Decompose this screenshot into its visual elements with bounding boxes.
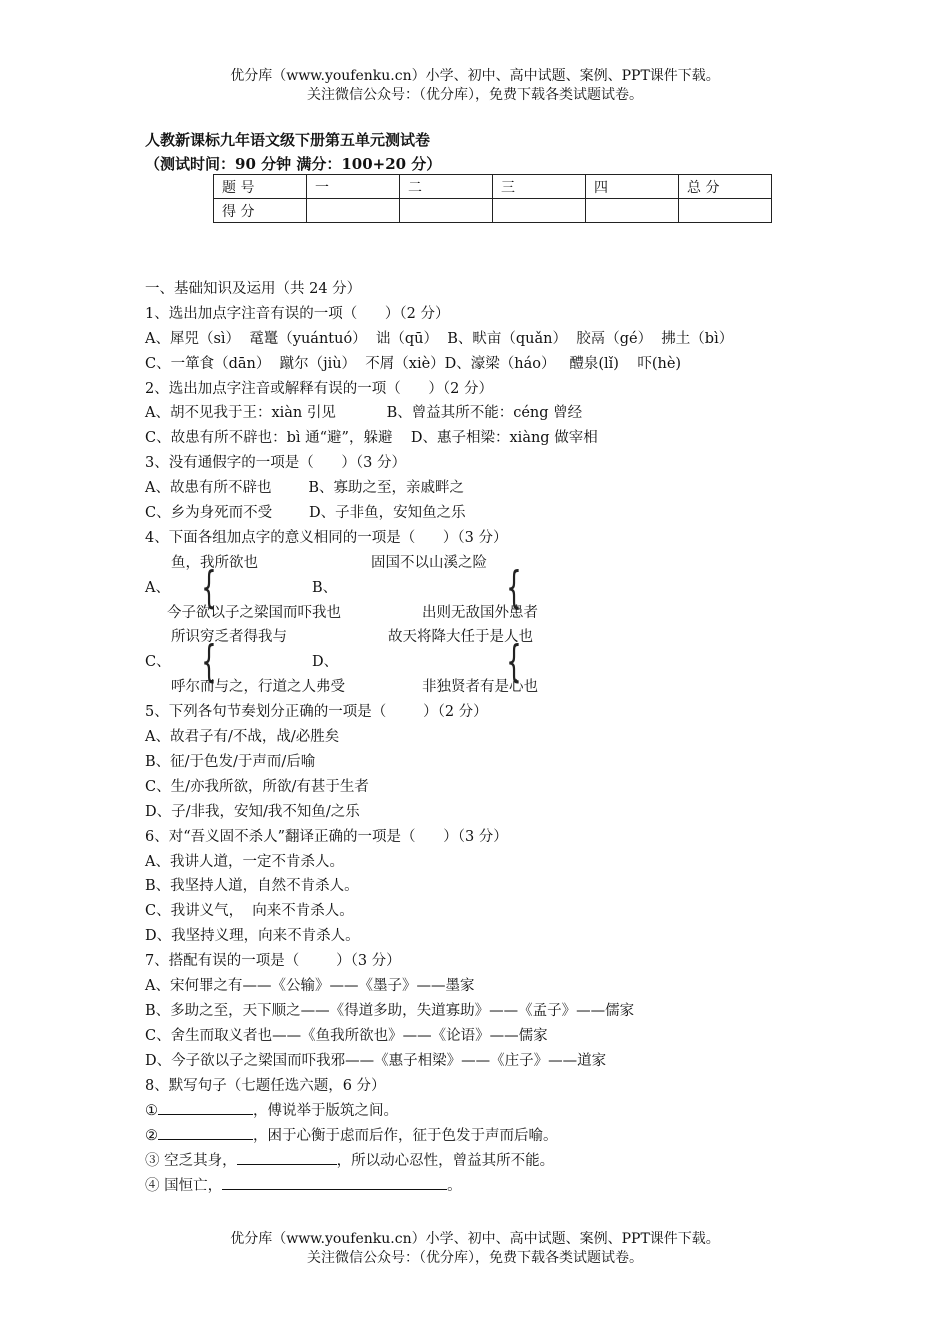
q5-option: D、子/非我，安知/我不知鱼/之乐: [145, 803, 360, 820]
q4-c-line1: 所识穷乏者得我与: [171, 629, 287, 646]
q2-options-cd: C、故患有所不辟也：bì 通“避”，躲避 D、惠子相梁：xiàng 做宰相: [145, 430, 598, 447]
left-brace-icon: {: [506, 636, 522, 688]
q4-d-line2: 非独贤者有是心也: [422, 679, 538, 696]
q4-a-line1: 鱼，我所欲也: [171, 554, 258, 571]
score-cell[interactable]: [679, 199, 772, 223]
q3-options-ab: A、故患有所不辟也 B、寡助之至，亲戚畔之: [145, 480, 464, 497]
q4-b-line1: 固国不以山溪之险: [371, 554, 487, 571]
score-header-cell: 题 号: [214, 175, 307, 199]
answer-blank[interactable]: [237, 1148, 337, 1165]
header-line-1: 优分库（www.youfenku.cn）小学、初中、高中试题、案例、PPT课件下载。: [230, 68, 720, 84]
score-table: [213, 174, 772, 223]
q6-option: B、我坚持人道，自然不肯杀人。: [145, 878, 359, 895]
q8-item-pre: ③ 空乏其身，: [145, 1153, 237, 1170]
score-table-header-row: [214, 175, 772, 199]
exam-body: [145, 277, 845, 1198]
q4-b-label: B、: [312, 579, 338, 596]
answer-blank[interactable]: [158, 1123, 253, 1140]
q4-a-label: A、: [145, 579, 170, 596]
page-header: [0, 67, 950, 105]
answer-blank[interactable]: [158, 1098, 253, 1115]
q8-item-pre: ②: [145, 1128, 158, 1145]
q5-stem: 5、下列各句节奏划分正确的一项是（ ）（2 分）: [145, 704, 488, 721]
score-table-score-row: [214, 199, 772, 223]
q5-option: A、故君子有/不战，战/必胜矣: [145, 729, 340, 746]
q1-options-ab: A、犀兕（sì） 鼋鼍（yuántuó） 诎（qū） B、畎亩（quǎn） 胶鬲（gé） 拂土（bì）: [145, 330, 734, 347]
q6-option: A、我讲人道，一定不肯杀人。: [145, 853, 344, 870]
q4-c-label: C、: [145, 654, 171, 671]
q2-stem: 2、选出加点字注音或解释有误的一项（ ）（2 分）: [145, 380, 493, 397]
q8-item: [145, 1098, 845, 1123]
q8-item-pre: ④ 国恒亡，: [145, 1178, 223, 1195]
q8-item-post: ，所以动心忍性，曾益其所不能。: [336, 1153, 555, 1170]
q7-option: C、舍生而取义者也——《鱼我所欲也》——《论语》——儒家: [145, 1027, 548, 1044]
q8-item: [145, 1148, 845, 1173]
score-cell[interactable]: [493, 199, 586, 223]
footer-line-1: 优分库（www.youfenku.cn）小学、初中、高中试题、案例、PPT课件下载。: [230, 1231, 720, 1247]
score-header-cell: 一: [307, 175, 400, 199]
q6-stem: 6、对“吾义固不杀人”翻译正确的一项是（ ）（3 分）: [145, 828, 508, 845]
score-header-cell: 三: [493, 175, 586, 199]
score-cell[interactable]: [400, 199, 493, 223]
score-cell[interactable]: [307, 199, 400, 223]
page-footer: [0, 1230, 950, 1268]
q8-item-post: ，困于心衡于虑而后作，征于色发于声而后喻。: [253, 1128, 558, 1145]
q8-stem: 8、默写句子（七题任选六题，6 分）: [145, 1077, 386, 1094]
left-brace-icon: {: [506, 561, 522, 613]
q6-option: D、我坚持义理，向来不肯杀人。: [145, 928, 360, 945]
q4-a-line2: 今子欲以子之梁国而吓我也: [167, 604, 341, 621]
q8-item-pre: ①: [145, 1103, 158, 1120]
q4-c-line2: 呼尔而与之，行道之人弗受: [171, 679, 345, 696]
left-brace-icon: {: [201, 561, 217, 613]
q4-group-cd: [145, 625, 845, 700]
q4-stem: 4、下面各组加点字的意义相同的一项是（ ）（3 分）: [145, 529, 508, 546]
q5-option: C、生/亦我所欲，所欲/有甚于生者: [145, 778, 369, 795]
q5-option: B、征/于色发/于声而/后喻: [145, 753, 316, 770]
q4-group-ab: [145, 551, 845, 626]
q8-item-post: ，傅说举于版筑之间。: [253, 1103, 398, 1120]
score-row-label: 得 分: [214, 199, 307, 223]
q1-stem: 1、选出加点字注音有误的一项（ ）（2 分）: [145, 305, 450, 322]
q3-stem: 3、没有通假字的一项是（ ）（3 分）: [145, 455, 406, 472]
q3-options-cd: C、乡为身死而不受 D、子非鱼，安知鱼之乐: [145, 505, 466, 522]
q7-option: B、多助之至，天下顺之——《得道多助，失道寡助》——《孟子》——儒家: [145, 1002, 635, 1019]
header-line-2: 关注微信公众号：（优分库），免费下载各类试题试卷。: [307, 87, 643, 103]
q8-item: [145, 1173, 845, 1198]
q7-option: D、今子欲以子之梁国而吓我邪——《惠子相梁》——《庄子》——道家: [145, 1052, 607, 1069]
exam-title: [145, 128, 441, 176]
q4-d-label: D、: [312, 654, 339, 671]
score-cell[interactable]: [586, 199, 679, 223]
q8-item-post: 。: [447, 1178, 462, 1195]
footer-line-2: 关注微信公众号：（优分库），免费下载各类试题试卷。: [307, 1250, 643, 1266]
q8-item: [145, 1123, 845, 1148]
q2-options-ab: A、胡不见我于王：xiàn 引见 B、曾益其所不能：céng 曾经: [145, 405, 583, 422]
q4-d-line1: 故天将降大任于是人也: [388, 629, 533, 646]
answer-blank[interactable]: [222, 1173, 447, 1190]
q6-option: C、我讲义气， 向来不肯杀人。: [145, 903, 354, 920]
q1-options-cd: C、一箪食（dān） 蹴尔（jiù） 不屑（xiè）D、濠梁（háo） 醴泉(lǐ) 吓(hè): [145, 355, 682, 372]
score-header-cell: 四: [586, 175, 679, 199]
section-heading: 一、基础知识及运用（共 24 分）: [145, 281, 362, 297]
score-header-cell: 二: [400, 175, 493, 199]
q7-option: A、宋何罪之有——《公输》——《墨子》——墨家: [145, 977, 475, 994]
left-brace-icon: {: [201, 636, 217, 688]
title-sub: （测试时间：90 分钟 满分：100+20 分）: [145, 155, 442, 173]
q4-b-line2: 出则无敌国外患者: [422, 604, 538, 621]
title-main: 人教新课标九年语文级下册第五单元测试卷: [145, 131, 431, 149]
score-header-cell: 总 分: [679, 175, 772, 199]
q7-stem: 7、搭配有误的一项是（ ）（3 分）: [145, 953, 401, 970]
